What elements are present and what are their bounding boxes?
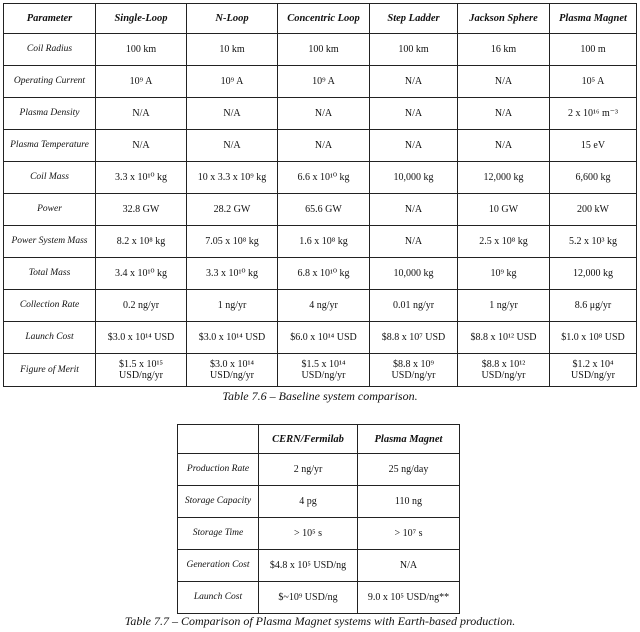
table-cell: 10 GW (458, 194, 550, 226)
parameter-label: Launch Cost (178, 582, 259, 614)
parameter-label: Generation Cost (178, 550, 259, 582)
table-cell: 8.6 μg/yr (550, 290, 637, 322)
header-cell: Parameter (4, 4, 96, 34)
table-cell: N/A (458, 130, 550, 162)
table-cell: 100 m (550, 34, 637, 66)
table-cell: 65.6 GW (278, 194, 370, 226)
table-cell: $~10⁹ USD/ng (259, 582, 358, 614)
table-cell: 200 kW (550, 194, 637, 226)
table-row (4, 226, 637, 258)
table-cell: 10⁹ A (278, 66, 370, 98)
table-cell: $1.0 x 10⁸ USD (550, 322, 637, 354)
table-cell: N/A (458, 66, 550, 98)
table-row (4, 194, 637, 226)
table-cell: $3.0 x 10¹⁴ USD/ng/yr (187, 354, 278, 387)
parameter-label: Plasma Temperature (4, 130, 96, 162)
table-cell: 2 ng/yr (259, 454, 358, 486)
table-cell: 0.2 ng/yr (96, 290, 187, 322)
table-cell: $1.5 x 10¹⁵ USD/ng/yr (96, 354, 187, 387)
table-cell: > 10⁵ s (259, 518, 358, 550)
table-cell: 15 eV (550, 130, 637, 162)
table-cell: $1.2 x 10⁴ USD/ng/yr (550, 354, 637, 387)
table-cell: 10 km (187, 34, 278, 66)
table-cell: 8.2 x 10⁸ kg (96, 226, 187, 258)
header-cell: Plasma Magnet (358, 425, 460, 454)
parameter-label: Figure of Merit (4, 354, 96, 387)
table-cell: N/A (370, 226, 458, 258)
table-cell: $1.5 x 10¹⁴ USD/ng/yr (278, 354, 370, 387)
table-cell: $6.0 x 10¹⁴ USD (278, 322, 370, 354)
table-cell: 4 ng/yr (278, 290, 370, 322)
empty-header-cell (178, 425, 259, 454)
table-cell: $8.8 x 10⁷ USD (370, 322, 458, 354)
table-cell: 3.3 x 10¹⁰ kg (96, 162, 187, 194)
header-cell: Step Ladder (370, 4, 458, 34)
table-row (178, 486, 460, 518)
table-cell: N/A (278, 98, 370, 130)
table-cell: N/A (278, 130, 370, 162)
parameter-label: Power System Mass (4, 226, 96, 258)
parameter-label: Operating Current (4, 66, 96, 98)
parameter-label: Total Mass (4, 258, 96, 290)
parameter-label: Plasma Density (4, 98, 96, 130)
table-cell: 100 km (96, 34, 187, 66)
table-cell: $8.8 x 10⁹ USD/ng/yr (370, 354, 458, 387)
table-row (178, 518, 460, 550)
table-cell: N/A (458, 98, 550, 130)
table-row (4, 130, 637, 162)
table-cell: 12,000 kg (550, 258, 637, 290)
table-cell: 10⁹ kg (458, 258, 550, 290)
table-cell: 10⁹ A (187, 66, 278, 98)
table-cell: 6,600 kg (550, 162, 637, 194)
parameter-label: Coil Radius (4, 34, 96, 66)
table-cell: 3.4 x 10¹⁰ kg (96, 258, 187, 290)
table-cell: 28.2 GW (187, 194, 278, 226)
table-cell: 9.0 x 10⁵ USD/ng** (358, 582, 460, 614)
baseline-comparison-table (3, 3, 637, 387)
table-cell: N/A (370, 98, 458, 130)
table-cell: 4 pg (259, 486, 358, 518)
table-cell: 100 km (370, 34, 458, 66)
table-row (4, 322, 637, 354)
table-row (4, 258, 637, 290)
table-cell: N/A (370, 130, 458, 162)
table-row (178, 454, 460, 486)
table-row (4, 98, 637, 130)
table-row (178, 582, 460, 614)
table-header-row (4, 4, 637, 34)
table-cell: 6.6 x 10¹⁰ kg (278, 162, 370, 194)
header-cell: Concentric Loop (278, 4, 370, 34)
table-7-6-caption: Table 7.6 – Baseline system comparison. (222, 389, 418, 403)
table-cell: 25 ng/day (358, 454, 460, 486)
table-row (4, 66, 637, 98)
table-cell: 1 ng/yr (187, 290, 278, 322)
table-cell: N/A (187, 98, 278, 130)
header-cell: Single-Loop (96, 4, 187, 34)
table-cell: 10⁵ A (550, 66, 637, 98)
table-cell: 100 km (278, 34, 370, 66)
parameter-label: Storage Capacity (178, 486, 259, 518)
table-cell: $4.8 x 10⁵ USD/ng (259, 550, 358, 582)
table-cell: 10⁹ A (96, 66, 187, 98)
table-cell: > 10⁷ s (358, 518, 460, 550)
parameter-label: Power (4, 194, 96, 226)
table-cell: 6.8 x 10¹⁰ kg (278, 258, 370, 290)
table-cell: 110 ng (358, 486, 460, 518)
table-cell: 2.5 x 10⁸ kg (458, 226, 550, 258)
table-row (4, 290, 637, 322)
table-cell: N/A (187, 130, 278, 162)
parameter-label: Storage Time (178, 518, 259, 550)
parameter-label: Coil Mass (4, 162, 96, 194)
table-cell: $3.0 x 10¹⁴ USD (187, 322, 278, 354)
table-cell: 1.6 x 10⁸ kg (278, 226, 370, 258)
table-cell: 0.01 ng/yr (370, 290, 458, 322)
table-cell: 7.05 x 10⁸ kg (187, 226, 278, 258)
table-cell: 10,000 kg (370, 258, 458, 290)
table-row (4, 162, 637, 194)
header-cell: Plasma Magnet (550, 4, 637, 34)
table-cell: 12,000 kg (458, 162, 550, 194)
table-cell: N/A (370, 66, 458, 98)
header-cell: CERN/Fermilab (259, 425, 358, 454)
table-cell: 32.8 GW (96, 194, 187, 226)
parameter-label: Launch Cost (4, 322, 96, 354)
table-row (178, 550, 460, 582)
table-cell: 5.2 x 10³ kg (550, 226, 637, 258)
table-cell: 10 x 3.3 x 10⁹ kg (187, 162, 278, 194)
table-cell: N/A (358, 550, 460, 582)
table-7-7-caption: Table 7.7 – Comparison of Plasma Magnet systems with Earth-based production. (124, 614, 516, 628)
table-cell: $8.8 x 10¹² USD/ng/yr (458, 354, 550, 387)
header-cell: Jackson Sphere (458, 4, 550, 34)
table-cell: 1 ng/yr (458, 290, 550, 322)
table-row (4, 354, 637, 387)
table-cell: N/A (96, 98, 187, 130)
table-cell: 3.3 x 10¹⁰ kg (187, 258, 278, 290)
table-cell: $3.0 x 10¹⁴ USD (96, 322, 187, 354)
table-cell: N/A (96, 130, 187, 162)
earth-production-comparison-table (177, 424, 460, 614)
table-cell: N/A (370, 194, 458, 226)
header-cell: N-Loop (187, 4, 278, 34)
parameter-label: Production Rate (178, 454, 259, 486)
table-row (4, 34, 637, 66)
table-header-row (178, 425, 460, 454)
table-cell: 16 km (458, 34, 550, 66)
parameter-label: Collection Rate (4, 290, 96, 322)
table-cell: 2 x 10¹⁶ m⁻³ (550, 98, 637, 130)
table-cell: $8.8 x 10¹² USD (458, 322, 550, 354)
table-cell: 10,000 kg (370, 162, 458, 194)
